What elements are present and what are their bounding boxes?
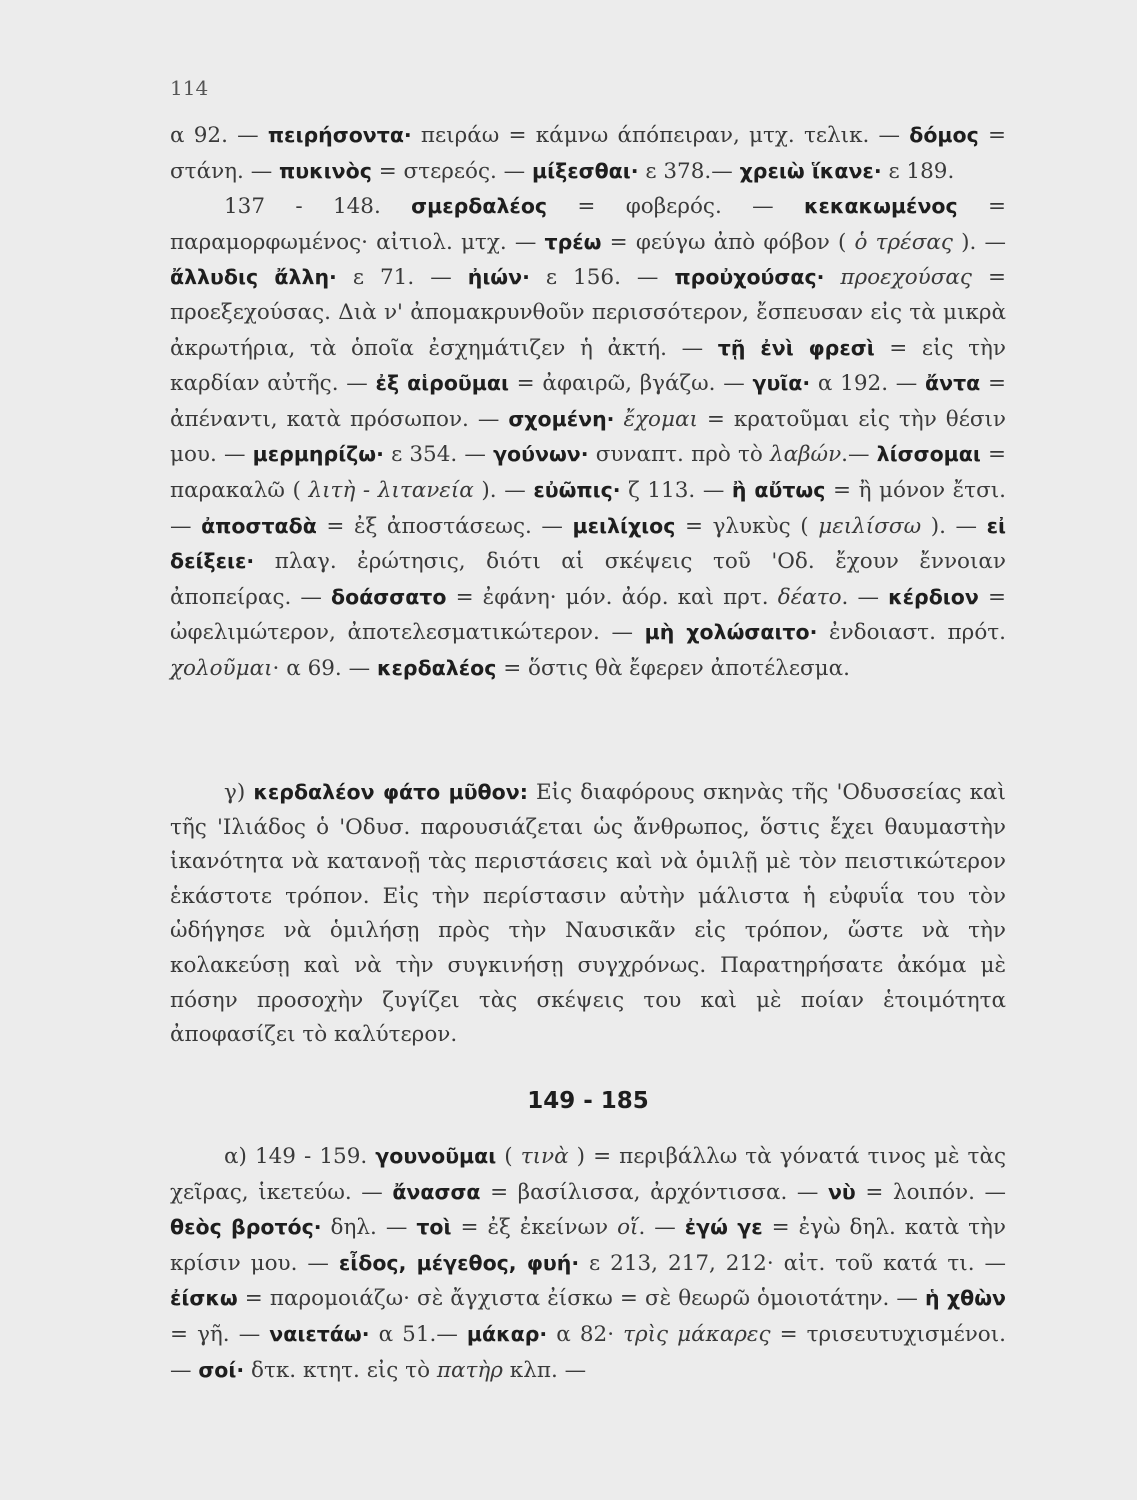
- body-text: πειράω = κάμνω άπόπειραν, μτχ. τελικ. —: [411, 123, 910, 148]
- body-text: ε 71. —: [336, 265, 468, 291]
- lemma-term: χρειὼ ἵκανε·: [739, 158, 882, 183]
- lemma-term: κέρδιον: [888, 584, 979, 609]
- body-text: = ἐγὼ δηλ. κατὰ τὴν κρίσιν μου. —: [170, 1215, 1006, 1276]
- lemma-term: γουνοῦμαι: [375, 1144, 497, 1168]
- lemma-term: τρέω: [544, 229, 602, 254]
- lemma-term: ἠιών·: [467, 265, 530, 290]
- lemma-term: κερδαλέος: [376, 655, 497, 680]
- body-text: = παρακαλῶ (: [170, 442, 1006, 503]
- body-text: = ἀφαιρῶ, βγάζω. —: [508, 371, 753, 397]
- lemma-term: γυῖα·: [752, 371, 811, 396]
- body-text: ). —: [952, 229, 1007, 255]
- lemma-term: ἀποσταδὰ: [201, 513, 317, 538]
- italic-text: ἔχομαι: [623, 406, 698, 432]
- lemma-term: εἰ δείξειε·: [170, 513, 1006, 574]
- lemma-term: ἡ χθὼν: [924, 1286, 1006, 1311]
- lemma-term: ἐξ αἱροῦμαι: [375, 371, 509, 396]
- body-text: = ἐξ ἐκείνων: [451, 1215, 618, 1241]
- body-text: = ἀπέναντι, κατὰ πρόσωπον. —: [170, 371, 1007, 432]
- lemma-term: πυκινὸς: [279, 158, 372, 183]
- body-text: ε 189.: [881, 158, 955, 184]
- body-text: · α 69. —: [272, 655, 377, 681]
- body-text: (: [496, 1144, 521, 1169]
- lemma-term: εἶδος, μέγεθος, φυή·: [338, 1250, 580, 1275]
- italic-text: λιτὴ - λιτανεία: [308, 477, 474, 503]
- lemma-term: προὐχούσας·: [674, 265, 825, 290]
- paragraph-149-159: [170, 1139, 1006, 1388]
- italic-text: τινὰ: [520, 1144, 569, 1169]
- italic-text: προεχούσας: [840, 265, 972, 291]
- lemma-term: δοάσσατο: [331, 584, 447, 609]
- body-text: ε 354. —: [383, 442, 494, 468]
- italic-text: λαβών: [769, 442, 842, 468]
- lemma-term: γούνων·: [493, 442, 589, 467]
- body-text: ε 213, 217, 212· αἰτ. τοῦ κατά τι. —: [579, 1250, 1006, 1276]
- body-text: = εἰς τὴν καρδίαν αὐτῆς. —: [170, 335, 1006, 397]
- page-number: 114: [170, 76, 209, 100]
- body-text: = τρισευτυχισμένοι. —: [170, 1321, 1006, 1383]
- body-text: κλπ. —: [502, 1357, 587, 1383]
- body-text: = ὠφελιμώτερον, ἀποτελεσματικώτερον. —: [170, 584, 1006, 646]
- lemma-term: μίξεσθαι·: [532, 158, 639, 183]
- commentary-block-3: [170, 1139, 1006, 1388]
- body-text: . —: [638, 1215, 685, 1241]
- body-text: α 51.—: [369, 1321, 467, 1347]
- lemma-term: πειρήσοντα·: [267, 123, 412, 147]
- body-text: συναπτ. πρὸ τὸ: [588, 442, 770, 468]
- lemma-term: ἐγώ γε: [684, 1215, 763, 1240]
- lemma-term: εὐῶπις·: [533, 477, 621, 502]
- lemma-term: κερδαλέον φάτο μῦθον:: [253, 780, 528, 804]
- body-text: = ἐφάνη· μόν. ἀόρ. καὶ πρτ.: [446, 584, 778, 610]
- body-text: [824, 265, 840, 290]
- body-text: = φοβερός. —: [547, 194, 804, 220]
- lemma-term: σχομένη·: [508, 406, 615, 431]
- body-text: ζ 113. —: [620, 477, 732, 503]
- paragraph-137-148: [170, 189, 1006, 686]
- lemma-term: δόμος: [909, 123, 979, 147]
- body-text: ε 156. —: [529, 265, 675, 291]
- lemma-term: ἐίσκω: [170, 1286, 238, 1311]
- body-text: ε 378.—: [638, 158, 740, 184]
- lemma-term: ἢ αὔτως: [731, 477, 826, 502]
- section-title: 149 - 185: [527, 1088, 649, 1114]
- lemma-term: μερμηρίζω·: [252, 442, 384, 467]
- lemma-term: τῇ ἐνὶ φρεσὶ: [717, 335, 875, 360]
- body-text: . —: [841, 584, 889, 610]
- lemma-term: ἄντα: [925, 371, 981, 396]
- body-text: δηλ. —: [321, 1215, 417, 1241]
- italic-text: χολοῦμαι: [170, 655, 273, 681]
- lemma-term: κεκακωμένος: [803, 194, 958, 219]
- body-text: α 192. —: [810, 371, 926, 397]
- lemma-term: σμερδαλέος: [411, 194, 548, 219]
- italic-text: μειλίσσω: [818, 513, 922, 539]
- body-text: = γῆ. —: [170, 1321, 270, 1347]
- body-text: = λοιπόν. —: [855, 1179, 1007, 1205]
- body-text: = κρατοῦμαι εἰς τὴν θέσιν μου. —: [170, 406, 1007, 468]
- body-text: = στάνη. —: [170, 123, 1006, 184]
- body-text: = προεξεχούσας. Διὰ ν' ἀπομακρυνθοῦν περισσότερον, ἔσπευσαν εἰς τὰ μικρὰ ἀκρωτήρια, τὰ ὁποῖα ἐσχημάτιζεν ἡ ἀκτή. —: [170, 265, 1006, 361]
- body-text: = παραμορφωμένος· αἰτιολ. μτχ. —: [170, 194, 1006, 255]
- lemma-term: θεὸς βροτός·: [170, 1215, 322, 1240]
- body-text: = βασίλισσα, ἀρχόντισσα. —: [480, 1179, 828, 1205]
- body-text: ἐνδοιαστ. πρότ.: [817, 620, 1006, 646]
- commentary-block-1: [170, 118, 1006, 687]
- body-text: .—: [841, 442, 877, 468]
- body-text: πλαγ. ἐρώτησις, διότι αἱ σκέψεις τοῦ 'Οδ. ἔχουν ἔννοιαν ἀποπείρας. —: [170, 549, 1006, 610]
- italic-text: ὁ τρέσας: [854, 229, 953, 255]
- paragraph-a92: [170, 118, 1006, 189]
- lemma-term: σοί·: [198, 1357, 245, 1382]
- body-text: = ἐξ ἀποστάσεως. —: [316, 513, 573, 539]
- body-text: α 82·: [547, 1321, 624, 1347]
- body-text: = στερεός. —: [371, 158, 533, 184]
- body-text: = φεύγω ἀπὸ φόβον (: [601, 229, 855, 255]
- body-text: 137 - 148.: [224, 194, 412, 220]
- body-text: = ὅστις θὰ ἔφερεν ἀποτέλεσμα.: [496, 655, 850, 681]
- italic-text: τρὶς μάκαρες: [623, 1321, 771, 1347]
- lemma-term: μὴ χολώσαιτο·: [644, 620, 818, 645]
- body-text: = γλυκὺς (: [675, 513, 819, 539]
- italic-text: οἵ: [617, 1215, 639, 1241]
- lemma-term: ἄνασσα: [392, 1179, 481, 1204]
- lemma-term: νὺ: [827, 1179, 856, 1204]
- body-text: α) 149 - 159.: [224, 1144, 376, 1169]
- lemma-term: ναιετάω·: [269, 1321, 370, 1346]
- body-text: ). —: [921, 513, 987, 539]
- paragraph-gamma: [170, 775, 1006, 1053]
- commentary-block-2: [170, 775, 1006, 1053]
- body-text: = παρομοιάζω· σὲ ἄγχιστα ἐίσκω = σὲ θεωρῶ ὁμοιοτάτην. —: [237, 1286, 925, 1312]
- lemma-term: τοὶ: [416, 1215, 452, 1240]
- italic-text: δέατο: [777, 584, 842, 610]
- body-text: = ἢ μόνον ἔτσι. —: [170, 477, 1007, 539]
- lemma-term: μάκαρ·: [466, 1321, 548, 1346]
- lemma-term: ἄλλυδις ἄλλη·: [170, 265, 337, 290]
- italic-text: πατὴρ: [436, 1357, 503, 1383]
- body-text: ). —: [473, 477, 534, 503]
- body-text: γ): [224, 780, 254, 805]
- body-text: α 92. —: [170, 123, 268, 148]
- body-text: δτκ. κτητ. εἰς τὸ: [244, 1357, 437, 1383]
- body-text: ) = περιβάλλω τὰ γόνατά τινος μὲ τὰς χεῖρας, ἱκετεύω. —: [170, 1144, 1007, 1205]
- body-text: Εἰς διαφόρους σκηνὰς τῆς 'Οδυσσείας καὶ τῆς 'Ιλιάδος ὁ 'Οδυσ. παρουσιάζεται ὡς ἄνθρωπος, ὅστις ἔχει θαυμαστὴν ἱκανότητα νὰ κατανοῇ τὰς περιστάσεις καὶ νὰ ὁμιλῇ μὲ τὸν πειστικώτερον ἑκάστοτε τρόπον. Εἰς τὴν περίστασιν αὐτὴν μάλιστα ἡ εὐφυΐα του τὸν ὡδήγησε νὰ ὁμιλήσῃ πρὸς τὴν Ναυσικᾶν εἰς τρόπον, ὥστε νὰ τὴν κολακεύσῃ καὶ νὰ τὴν συγκινήσῃ συγχρόνως. Παρατηρήσατε ἀκόμα μὲ πόσην προσοχὴν ζυγίζει τὰς σκέψεις του καὶ μὲ ποίαν ἑτοιμότητα ἀποφασίζει τὸ καλύτερον.: [170, 780, 1006, 1048]
- lemma-term: μειλίχιος: [572, 513, 676, 538]
- lemma-term: λίσσομαι: [876, 442, 981, 467]
